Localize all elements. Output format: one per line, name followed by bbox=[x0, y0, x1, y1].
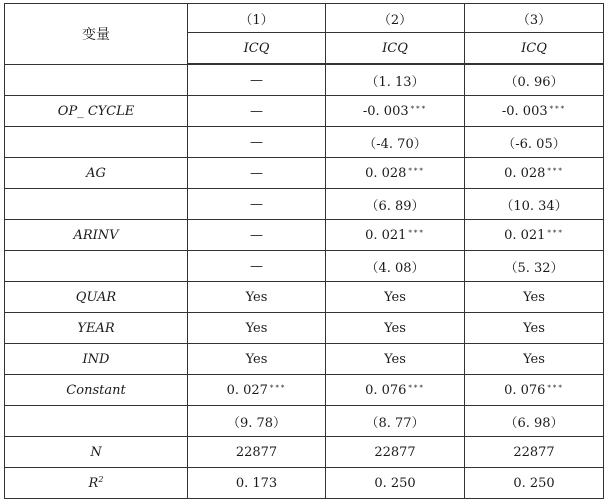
table-cell-col2 bbox=[326, 158, 465, 189]
variable-name: IND bbox=[82, 351, 110, 367]
table-cell-col1 bbox=[188, 127, 326, 158]
column-number-1: （1） bbox=[188, 4, 326, 33]
table-row bbox=[5, 158, 604, 189]
cell-value: Yes bbox=[384, 320, 406, 336]
variable-column-header: 变量 bbox=[5, 4, 188, 65]
table-row bbox=[5, 406, 604, 437]
row-variable-label bbox=[5, 344, 188, 375]
table-cell-col2 bbox=[326, 127, 465, 158]
table-cell-col3 bbox=[465, 437, 604, 468]
cell-value: -0. 003 bbox=[362, 103, 409, 119]
cell-value: Yes bbox=[523, 320, 545, 336]
table-cell-col2 bbox=[326, 64, 465, 96]
table-cell-col1 bbox=[188, 375, 326, 406]
row-variable-label bbox=[5, 375, 188, 406]
table-cell-col2 bbox=[326, 468, 465, 499]
cell-value: 22877 bbox=[235, 444, 278, 460]
significance-stars: *** bbox=[408, 383, 425, 392]
table-row bbox=[5, 189, 604, 220]
cell-value: 0. 250 bbox=[374, 475, 416, 491]
cell-value: — bbox=[250, 258, 263, 274]
significance-stars: *** bbox=[547, 228, 564, 237]
table-cell-col1 bbox=[188, 251, 326, 282]
cell-value: 0. 076 bbox=[504, 382, 546, 398]
row-variable-label bbox=[5, 96, 188, 127]
table-cell-col3 bbox=[465, 282, 604, 313]
table-cell-col3 bbox=[465, 344, 604, 375]
table-row bbox=[5, 127, 604, 158]
table-cell-col2 bbox=[326, 96, 465, 127]
table-cell-col2 bbox=[326, 251, 465, 282]
table-row bbox=[5, 437, 604, 468]
table-cell-col1 bbox=[188, 282, 326, 313]
table-cell-col1 bbox=[188, 220, 326, 251]
cell-value: （-4. 70） bbox=[363, 136, 427, 152]
cell-value: — bbox=[250, 103, 263, 119]
cell-value: 0. 028 bbox=[365, 165, 407, 181]
cell-value: 0. 021 bbox=[504, 227, 546, 243]
table-cell-col3 bbox=[465, 64, 604, 96]
table-row bbox=[5, 96, 604, 127]
table-cell-col2 bbox=[326, 189, 465, 220]
table-cell-col2 bbox=[326, 406, 465, 437]
cell-value: （4. 08） bbox=[365, 260, 425, 276]
significance-stars: *** bbox=[269, 383, 287, 392]
significance-stars: *** bbox=[549, 104, 567, 113]
variable-name: AG bbox=[86, 165, 106, 181]
table-cell-col1 bbox=[188, 158, 326, 189]
row-variable-label bbox=[5, 437, 188, 468]
table-cell-col3 bbox=[465, 468, 604, 499]
table-cell-col3 bbox=[465, 313, 604, 344]
row-variable-label bbox=[5, 313, 188, 344]
dependent-variable-3: ICQ bbox=[465, 33, 604, 65]
cell-value: Yes bbox=[384, 351, 406, 367]
cell-value: （6. 98） bbox=[504, 415, 564, 431]
significance-stars: *** bbox=[547, 166, 564, 175]
table-cell-col1 bbox=[188, 313, 326, 344]
row-variable-label bbox=[5, 158, 188, 189]
table-row bbox=[5, 375, 604, 406]
table-cell-col2 bbox=[326, 282, 465, 313]
variable-name: YEAR bbox=[77, 320, 115, 336]
row-variable-label bbox=[5, 64, 188, 96]
table-row bbox=[5, 220, 604, 251]
significance-stars: *** bbox=[408, 228, 425, 237]
column-number-2: （2） bbox=[326, 4, 465, 33]
cell-value: 0. 173 bbox=[235, 475, 278, 491]
table-cell-col1 bbox=[188, 189, 326, 220]
row-variable-label bbox=[5, 282, 188, 313]
variable-name: Constant bbox=[66, 382, 126, 398]
cell-value: 0. 027 bbox=[226, 382, 268, 398]
table-cell-col1 bbox=[188, 437, 326, 468]
cell-value: — bbox=[250, 72, 263, 88]
table-cell-col3 bbox=[465, 158, 604, 189]
cell-value: （6. 89） bbox=[365, 198, 425, 214]
table-cell-col3 bbox=[465, 220, 604, 251]
cell-value: Yes bbox=[523, 351, 545, 367]
table-cell-col1 bbox=[188, 64, 326, 96]
cell-value: — bbox=[250, 165, 263, 181]
variable-name: QUAR bbox=[75, 289, 117, 305]
cell-value: — bbox=[250, 227, 263, 243]
table-cell-col1 bbox=[188, 468, 326, 499]
variable-name: ARINV bbox=[73, 227, 119, 243]
dependent-variable-1: ICQ bbox=[188, 33, 326, 65]
variable-superscript: 2 bbox=[98, 475, 104, 484]
table-cell-col3 bbox=[465, 406, 604, 437]
table-cell-col2 bbox=[326, 220, 465, 251]
table-body bbox=[5, 64, 604, 499]
dependent-variable-2: ICQ bbox=[326, 33, 465, 65]
cell-value: 22877 bbox=[374, 444, 416, 460]
table-cell-col3 bbox=[465, 375, 604, 406]
table-cell-col3 bbox=[465, 127, 604, 158]
table-cell-col2 bbox=[326, 437, 465, 468]
table-cell-col2 bbox=[326, 313, 465, 344]
row-variable-label bbox=[5, 251, 188, 282]
table-cell-col1 bbox=[188, 406, 326, 437]
table-cell-col2 bbox=[326, 375, 465, 406]
variable-name: R bbox=[88, 476, 99, 491]
cell-value: -0. 003 bbox=[501, 103, 548, 119]
cell-value: — bbox=[250, 196, 263, 212]
table-row bbox=[5, 344, 604, 375]
cell-value: Yes bbox=[384, 289, 406, 305]
variable-name: OP_ CYCLE bbox=[57, 103, 135, 119]
cell-value: （1. 13） bbox=[365, 74, 425, 90]
table-header bbox=[5, 4, 604, 65]
regression-table bbox=[4, 3, 604, 499]
cell-value: Yes bbox=[245, 289, 268, 305]
cell-value: 0. 250 bbox=[513, 475, 555, 491]
table-row bbox=[5, 64, 604, 96]
table-cell-col3 bbox=[465, 189, 604, 220]
table-row bbox=[5, 282, 604, 313]
variable-name: N bbox=[90, 444, 102, 460]
significance-stars: *** bbox=[547, 383, 564, 392]
row-variable-label bbox=[5, 127, 188, 158]
cell-value: （5. 32） bbox=[504, 260, 564, 276]
significance-stars: *** bbox=[410, 104, 428, 113]
cell-value: 0. 021 bbox=[365, 227, 407, 243]
cell-value: （9. 78） bbox=[226, 415, 287, 431]
cell-value: 0. 028 bbox=[504, 165, 546, 181]
table-cell-col1 bbox=[188, 96, 326, 127]
cell-value: — bbox=[250, 134, 263, 150]
row-variable-label bbox=[5, 189, 188, 220]
cell-value: （10. 34） bbox=[500, 198, 568, 214]
column-number-3: （3） bbox=[465, 4, 604, 33]
table-cell-col3 bbox=[465, 251, 604, 282]
cell-value: （0. 96） bbox=[504, 74, 564, 90]
cell-value: （8. 77） bbox=[365, 415, 425, 431]
table-row bbox=[5, 468, 604, 499]
table-row bbox=[5, 251, 604, 282]
table-cell-col3 bbox=[465, 96, 604, 127]
table-cell-col2 bbox=[326, 344, 465, 375]
row-variable-label bbox=[5, 406, 188, 437]
cell-value: Yes bbox=[245, 351, 268, 367]
cell-value: Yes bbox=[245, 320, 268, 336]
row-variable-label bbox=[5, 468, 188, 499]
cell-value: 0. 076 bbox=[365, 382, 407, 398]
cell-value: （-6. 05） bbox=[502, 136, 566, 152]
table-row bbox=[5, 313, 604, 344]
table-cell-col1 bbox=[188, 344, 326, 375]
header-row-columns bbox=[5, 4, 604, 33]
significance-stars: *** bbox=[408, 166, 425, 175]
row-variable-label bbox=[5, 220, 188, 251]
cell-value: 22877 bbox=[513, 444, 555, 460]
cell-value: Yes bbox=[523, 289, 545, 305]
